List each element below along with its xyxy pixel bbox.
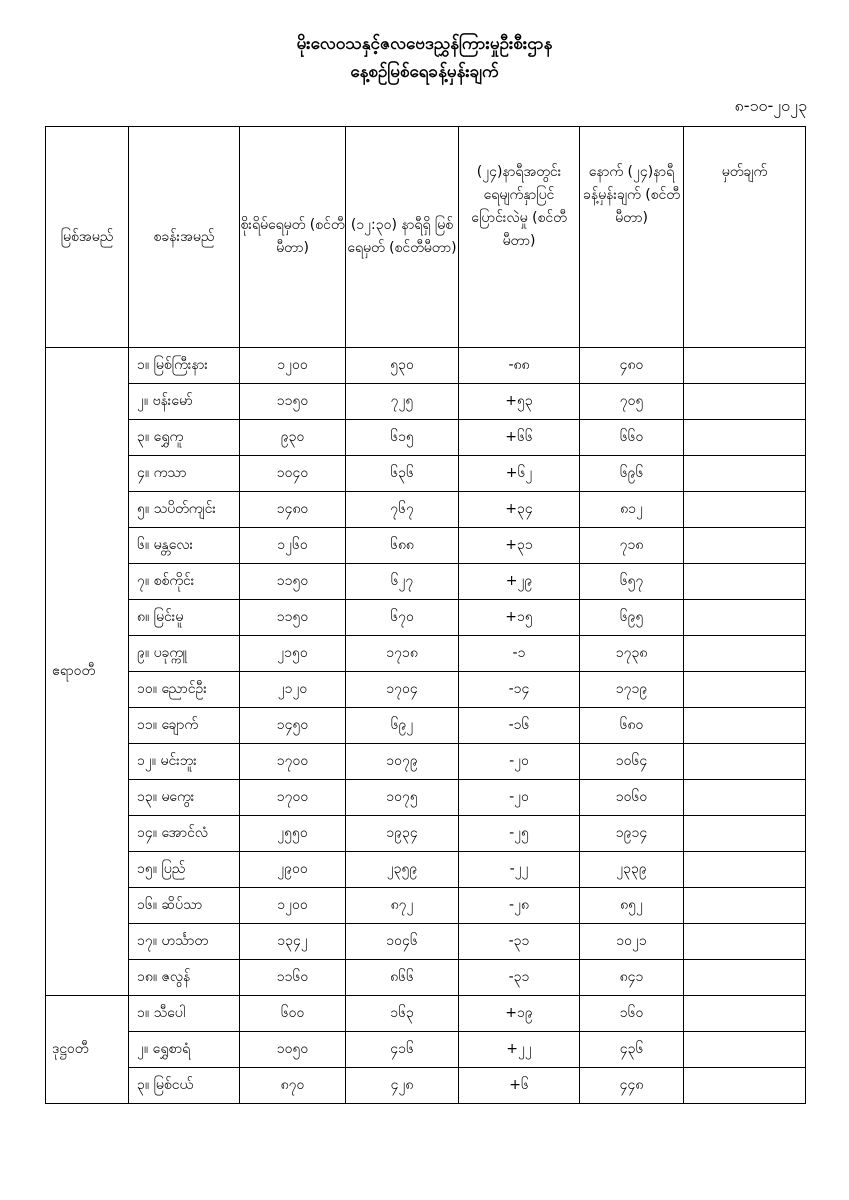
forecast-level-cell: ၆၉၅ (580, 600, 684, 636)
station-name-cell: ၃။ မြစ်ငယ် (129, 1068, 240, 1104)
station-name-cell: ၉။ ပခုက္ကူ (129, 636, 240, 672)
remark-cell (684, 1032, 806, 1068)
level-change-cell: +၂၂ (459, 1032, 580, 1068)
danger-level-cell: ၁၀၅၀ (240, 1032, 346, 1068)
table-row (46, 744, 806, 780)
table-row (46, 348, 806, 384)
danger-level-cell: ၁၁၆၀ (240, 960, 346, 996)
remark-cell (684, 888, 806, 924)
header-remarks: မှတ်ချက် (684, 127, 806, 348)
danger-level-cell: ၁၇၀၀ (240, 780, 346, 816)
danger-level-cell: ၈၇၀ (240, 1068, 346, 1104)
station-name-cell: ၁၀။ ညောင်ဦး (129, 672, 240, 708)
station-name-cell: ၁၄။ အောင်လံ (129, 816, 240, 852)
table-row (46, 564, 806, 600)
forecast-level-cell: ၆၅၇ (580, 564, 684, 600)
danger-level-cell: ၁၂၀၀ (240, 348, 346, 384)
level-change-cell: +၃၄ (459, 492, 580, 528)
level-change-cell: +၅၃ (459, 384, 580, 420)
forecast-level-cell: ၁၆၀ (580, 996, 684, 1032)
header-river-name: မြစ်အမည် (46, 127, 129, 348)
forecast-level-cell: ၄၄၈ (580, 1068, 684, 1104)
level-change-cell: -၂၀ (459, 780, 580, 816)
forecast-level-cell: ၇၀၅ (580, 384, 684, 420)
table-row (46, 708, 806, 744)
water-level-cell: ၁၇၁၈ (346, 636, 459, 672)
danger-level-cell: ၂၁၂၀ (240, 672, 346, 708)
water-level-cell: ၁၉၃၄ (346, 816, 459, 852)
header-station-name: စခန်းအမည် (129, 127, 240, 348)
level-change-cell: +၂၉ (459, 564, 580, 600)
header-danger-level: စိုးရိမ်ရေမှတ် (စင်တီမီတာ) (240, 127, 346, 348)
water-level-cell: ၆၈၈ (346, 528, 459, 564)
table-row (46, 852, 806, 888)
danger-level-cell: ၁၂၀၀ (240, 888, 346, 924)
level-change-cell: -၁ (459, 636, 580, 672)
level-change-cell: +၃၁ (459, 528, 580, 564)
danger-level-cell: ၁၁၅၀ (240, 600, 346, 636)
forecast-level-cell: ၆၉၆ (580, 456, 684, 492)
remark-cell (684, 924, 806, 960)
table-row (46, 1032, 806, 1068)
water-level-cell: ၆၂၇ (346, 564, 459, 600)
document-title: မိုးလေဝသနှင့်ဇလဗေဒညွှန်ကြားမှုဦးစီးဌာန (296, 34, 553, 54)
danger-level-cell: ၁၃၄၂ (240, 924, 346, 960)
forecast-level-cell: ၈၁၂ (580, 492, 684, 528)
forecast-level-cell: ၈၄၁ (580, 960, 684, 996)
table-row (46, 888, 806, 924)
station-name-cell: ၂။ ဗန်းမော် (129, 384, 240, 420)
level-change-cell: -၈၈ (459, 348, 580, 384)
forecast-level-cell: ၂၃၃၉ (580, 852, 684, 888)
table-row (46, 456, 806, 492)
remark-cell (684, 456, 806, 492)
water-level-cell: ၆၇၀ (346, 600, 459, 636)
forecast-level-cell: ၁၇၃၈ (580, 636, 684, 672)
table-body (46, 348, 806, 1104)
water-level-cell: ၁၀၄၆ (346, 924, 459, 960)
remark-cell (684, 672, 806, 708)
danger-level-cell: ၆၀၀ (240, 996, 346, 1032)
level-change-cell: -၃၁ (459, 960, 580, 996)
remark-cell (684, 492, 806, 528)
station-name-cell: ၁၈။ ဇလွန် (129, 960, 240, 996)
level-change-cell: -၂၈ (459, 888, 580, 924)
danger-level-cell: ၁၁၅၀ (240, 564, 346, 600)
forecast-level-cell: ၇၁၈ (580, 528, 684, 564)
danger-level-cell: ၂၅၅၀ (240, 816, 346, 852)
danger-level-cell: ၁၂၆၀ (240, 528, 346, 564)
station-name-cell: ၁၅။ ပြည် (129, 852, 240, 888)
water-level-cell: ၄၁၆ (346, 1032, 459, 1068)
remark-cell (684, 996, 806, 1032)
station-name-cell: ၁။ မြစ်ကြီးနား (129, 348, 240, 384)
river-name-cell: ဧရာဝတီ (46, 348, 129, 996)
forecast-level-cell: ၁၀၆၀ (580, 780, 684, 816)
remark-cell (684, 600, 806, 636)
remark-cell (684, 816, 806, 852)
level-change-cell: +၆ (459, 1068, 580, 1104)
forecast-level-cell: ၆၆၀ (580, 420, 684, 456)
level-change-cell: -၃၁ (459, 924, 580, 960)
danger-level-cell: ၂၁၅၀ (240, 636, 346, 672)
remark-cell (684, 384, 806, 420)
water-level-cell: ၆၃၆ (346, 456, 459, 492)
table-row (46, 636, 806, 672)
level-change-cell: -၂၅ (459, 816, 580, 852)
station-name-cell: ၂။ ရွှေစာရံ (129, 1032, 240, 1068)
forecast-level-cell: ၆၈၀ (580, 708, 684, 744)
table-row (46, 600, 806, 636)
station-name-cell: ၈။ မြင်းမူ (129, 600, 240, 636)
level-change-cell: -၂၀ (459, 744, 580, 780)
table-row (46, 996, 806, 1032)
water-level-cell: ၁၇၀၄ (346, 672, 459, 708)
table-row (46, 420, 806, 456)
station-name-cell: ၁၂။ မင်းဘူး (129, 744, 240, 780)
level-change-cell: +၆၂ (459, 456, 580, 492)
table-row (46, 1068, 806, 1104)
level-change-cell: -၂၂ (459, 852, 580, 888)
remark-cell (684, 636, 806, 672)
table-row (46, 924, 806, 960)
header-forecast: နောက် (၂၄)နာရီ ခန့်မှန်းချက် (စင်တီမီတာ) (580, 127, 684, 348)
river-name-cell: ဒုဋ္ဌဝတီ (46, 996, 129, 1104)
water-level-cell: ၈၇၂ (346, 888, 459, 924)
level-change-cell: -၁၄ (459, 672, 580, 708)
river-forecast-table (45, 126, 806, 1104)
level-change-cell: +၁၉ (459, 996, 580, 1032)
water-level-cell: ၇၆၇ (346, 492, 459, 528)
table-row (46, 528, 806, 564)
station-name-cell: ၃။ ရွှေကူ (129, 420, 240, 456)
water-level-cell: ၁၀၇၉ (346, 744, 459, 780)
remark-cell (684, 708, 806, 744)
danger-level-cell: ၁၀၄၀ (240, 456, 346, 492)
station-name-cell: ၄။ ကသာ (129, 456, 240, 492)
table-row (46, 960, 806, 996)
station-name-cell: ၁၇။ ဟင်္သာတ (129, 924, 240, 960)
level-change-cell: +၆၆ (459, 420, 580, 456)
water-level-cell: ၂၃၅၉ (346, 852, 459, 888)
danger-level-cell: ၁၇၀၀ (240, 744, 346, 780)
station-name-cell: ၁၃။ မကွေး (129, 780, 240, 816)
forecast-level-cell: ၁၀၂၁ (580, 924, 684, 960)
station-name-cell: ၁၁။ ချောက် (129, 708, 240, 744)
remark-cell (684, 348, 806, 384)
water-level-cell: ၇၂၅ (346, 384, 459, 420)
remark-cell (684, 564, 806, 600)
remark-cell (684, 852, 806, 888)
report-date: ၈-၁၀-၂၀၂၃ (734, 96, 807, 115)
forecast-level-cell: ၈၅၂ (580, 888, 684, 924)
danger-level-cell: ၉၃၀ (240, 420, 346, 456)
water-level-cell: ၁၆၃ (346, 996, 459, 1032)
table-row (46, 780, 806, 816)
document-subtitle: နေ့စဉ်မြစ်ရေခန့်မှန်းချက် (350, 62, 499, 82)
station-name-cell: ၅။ သပိတ်ကျင်း (129, 492, 240, 528)
water-level-cell: ၁၀၇၅ (346, 780, 459, 816)
header-water-level: (၁၂:၃၀) နာရီရှိ မြစ်ရေမှတ် (စင်တီမီတာ) (346, 127, 459, 348)
station-name-cell: ၁။ သီပေါ (129, 996, 240, 1032)
remark-cell (684, 780, 806, 816)
forecast-level-cell: ၄၃၆ (580, 1032, 684, 1068)
table-header-row (46, 127, 806, 348)
table-row (46, 492, 806, 528)
danger-level-cell: ၁၁၅၀ (240, 384, 346, 420)
forecast-level-cell: ၄၈၀ (580, 348, 684, 384)
station-name-cell: ၁၆။ ဆိပ်သာ (129, 888, 240, 924)
remark-cell (684, 960, 806, 996)
danger-level-cell: ၂၉၀၀ (240, 852, 346, 888)
danger-level-cell: ၁၄၅၀ (240, 708, 346, 744)
danger-level-cell: ၁၄၈၀ (240, 492, 346, 528)
remark-cell (684, 420, 806, 456)
water-level-cell: ၄၂၈ (346, 1068, 459, 1104)
station-name-cell: ၆။ မန္တလေး (129, 528, 240, 564)
remark-cell (684, 1068, 806, 1104)
forecast-level-cell: ၁၇၁၉ (580, 672, 684, 708)
remark-cell (684, 744, 806, 780)
table-row (46, 672, 806, 708)
water-level-cell: ၆၁၅ (346, 420, 459, 456)
forecast-level-cell: ၁၉၁၄ (580, 816, 684, 852)
remark-cell (684, 528, 806, 564)
water-level-cell: ၈၆၆ (346, 960, 459, 996)
level-change-cell: -၁၆ (459, 708, 580, 744)
header-level-change: (၂၄)နာရီအတွင်း ရေမျက်နှာပြင် ပြောင်းလဲမှု (စင်တီမီတာ) (459, 127, 580, 348)
water-level-cell: ၆၉၂ (346, 708, 459, 744)
water-level-cell: ၅၃၀ (346, 348, 459, 384)
station-name-cell: ၇။ စစ်ကိုင်း (129, 564, 240, 600)
forecast-level-cell: ၁၀၆၄ (580, 744, 684, 780)
table-row (46, 384, 806, 420)
level-change-cell: +၁၅ (459, 600, 580, 636)
table-row (46, 816, 806, 852)
